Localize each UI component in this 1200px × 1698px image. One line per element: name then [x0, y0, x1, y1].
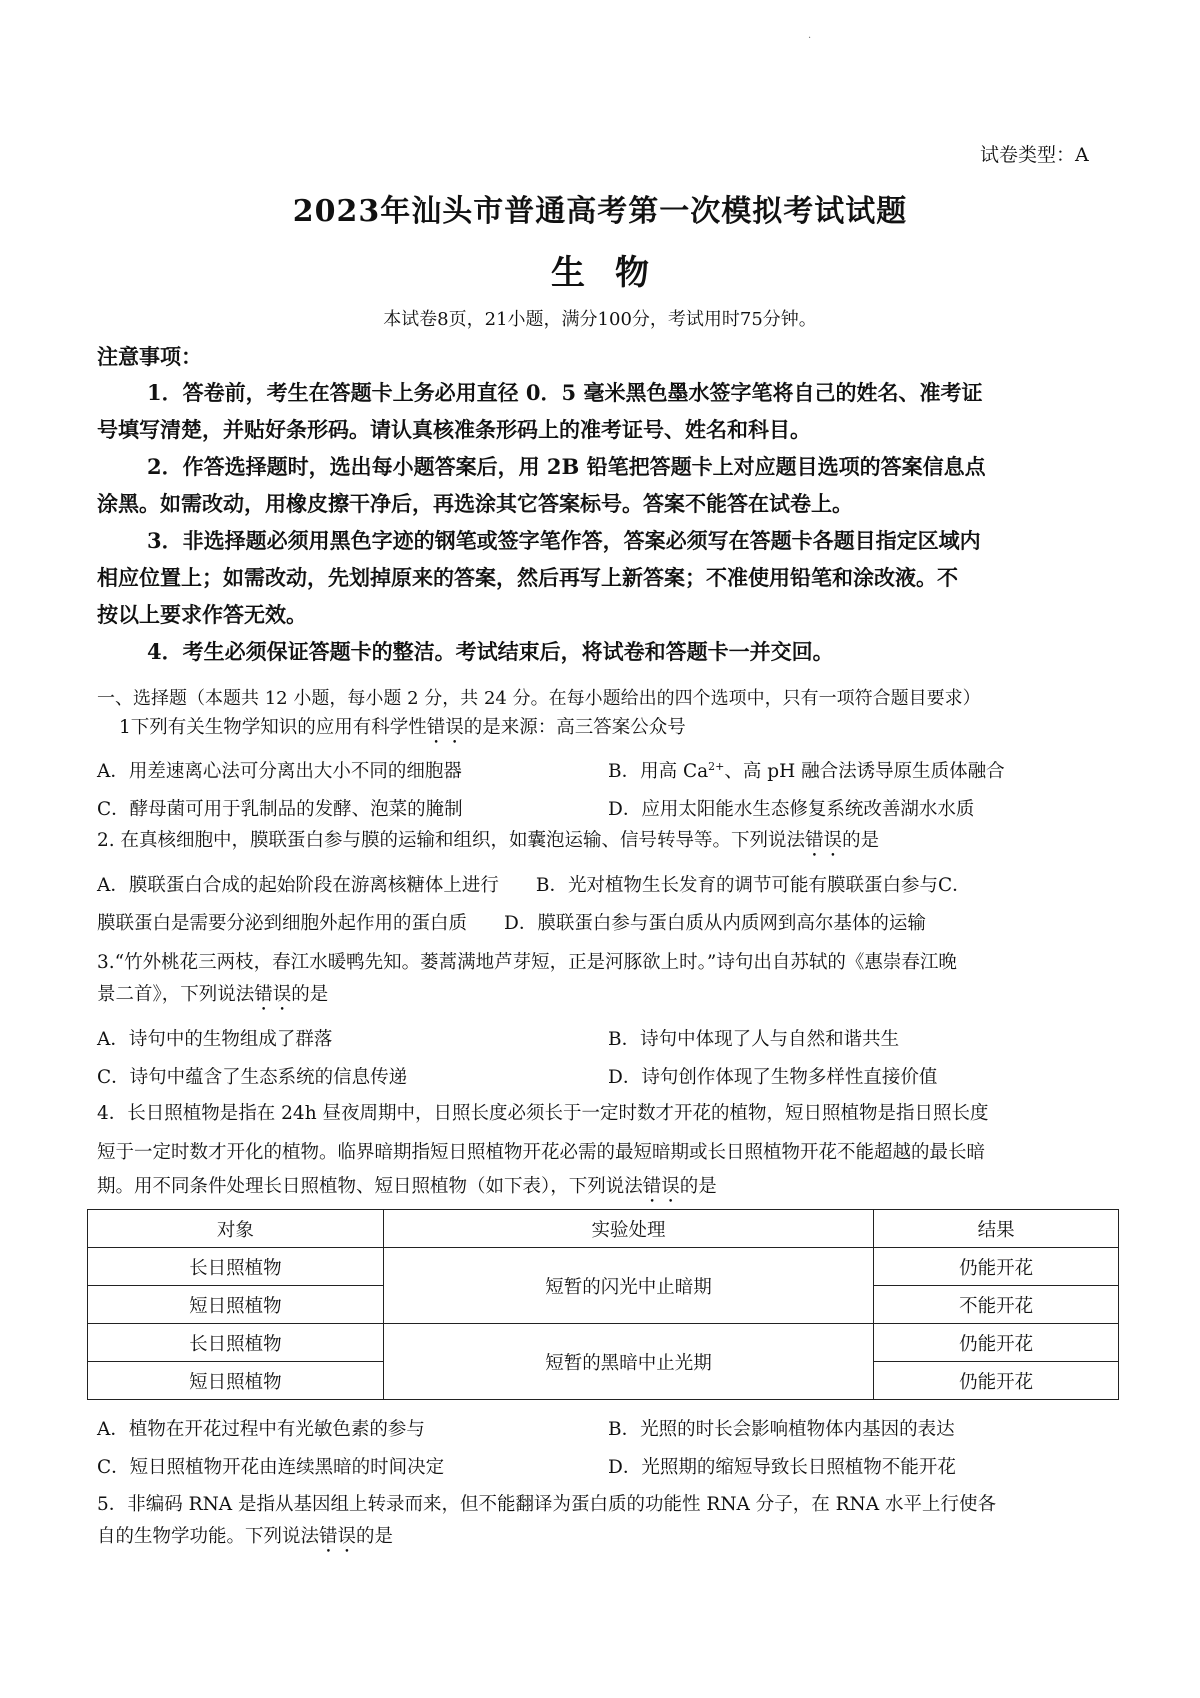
q5-stem-emphasis: 错误	[319, 1526, 357, 1547]
q3-option-c: C．诗句中蕴含了生态系统的信息传递	[97, 1067, 408, 1088]
page-title: 2023年汕头市普通高考第一次模拟考试试题	[292, 194, 908, 229]
table-cell-treatment: 短暂的闪光中止暗期	[383, 1248, 874, 1324]
q1-option-a: A．用差速离心法可分离出大小不同的细胞器	[97, 761, 462, 782]
table-row	[88, 1248, 1119, 1286]
table-cell-result: 仍能开花	[874, 1362, 1119, 1400]
table-cell-object: 长日照植物	[88, 1248, 384, 1286]
q5-stem-line1: 5．非编码 RNA 是指从基因组上转录而来，但不能翻译为蛋白质的功能性 RNA 分子，在 RNA 水平上行使各	[97, 1494, 996, 1515]
q1-stem-emphasis: 错误	[426, 717, 464, 738]
table-header-row	[88, 1210, 1119, 1248]
q5-stem-text-b: 的是	[356, 1526, 394, 1547]
section-heading: 一、选择题（本题共 12 小题，每小题 2 分，共 24 分。在每小题给出的四个选项中，只有一项符合题目要求）	[97, 688, 981, 709]
scan-mark: ·	[808, 33, 812, 44]
q1-option-b	[608, 757, 1005, 783]
q1-option-c: C．酵母菌可用于乳制品的发酵、泡菜的腌制	[97, 799, 463, 820]
notes-heading: 注意事项：	[97, 344, 202, 369]
table-cell-result: 不能开花	[874, 1286, 1119, 1324]
q2-options-line2: 膜联蛋白是需要分泌到细胞外起作用的蛋白质 D．膜联蛋白参与蛋白质从内质网到高尔基体的运输	[97, 913, 926, 934]
q3-option-b: B．诗句中体现了人与自然和谐共生	[608, 1029, 900, 1050]
q1-stem-text-a: 1下列有关生物学知识的应用有科学性	[119, 717, 427, 738]
q5-stem-line2	[97, 1522, 393, 1557]
q1-stem	[119, 713, 686, 748]
note-3-line2: 相应位置上；如需改动，先划掉原来的答案，然后再写上新答案；不准使用铅笔和涂改液。不	[97, 565, 958, 590]
q2-options-line1: A．膜联蛋白合成的起始阶段在游离核糖体上进行 B．光对植物生长发育的调节可能有膜联蛋白参与C．	[97, 875, 971, 896]
table-header-treatment: 实验处理	[383, 1210, 874, 1248]
table-cell-object: 短日照植物	[88, 1286, 384, 1324]
experiment-table	[87, 1209, 1119, 1400]
note-3-line3: 按以上要求作答无效。	[97, 602, 307, 627]
q4-option-c: C．短日照植物开花由连续黑暗的时间决定	[97, 1457, 445, 1478]
note-1-line1: 1．答卷前，考生在答题卡上务必用直径 0．5 毫米黑色墨水签字笔将自己的姓名、准考证	[147, 380, 983, 405]
q3-option-d: D．诗句创作体现了生物多样性直接价值	[608, 1067, 938, 1088]
q3-stem-emphasis: 错误	[254, 984, 292, 1005]
exam-info: 本试卷8页，21小题，满分100分，考试用时75分钟。	[383, 309, 817, 330]
paper-type: 试卷类型：A	[980, 144, 1089, 166]
q1-option-b-text-end: 、高 pH 融合法诱导原生质体融合	[724, 761, 1005, 782]
q4-option-b: B．光照的时长会影响植物体内基因的表达	[608, 1419, 955, 1440]
q4-stem-emphasis: 错误	[642, 1176, 680, 1197]
note-2-line1: 2．作答选择题时，选出每小题答案后，用 2B 铅笔把答题卡上对应题目选项的答案信息点	[147, 454, 986, 479]
q2-stem-text-b: 的是	[842, 830, 880, 851]
q4-option-d: D．光照期的缩短导致长日照植物不能开花	[608, 1457, 956, 1478]
q3-option-a: A．诗句中的生物组成了群落	[97, 1029, 333, 1050]
table-cell-result: 仍能开花	[874, 1248, 1119, 1286]
table-cell-treatment: 短暂的黑暗中止光期	[383, 1324, 874, 1400]
q4-stem-text-a: 期。用不同条件处理长日照植物、短日照植物（如下表），下列说法	[97, 1176, 643, 1197]
q1-option-d: D．应用太阳能水生态修复系统改善湖水水质	[608, 799, 975, 820]
q3-stem-text-a: 景二首》，下列说法	[97, 984, 255, 1005]
q4-stem-line2: 短于一定时数才开化的植物。临界暗期指短日照植物开花必需的最短暗期或长日照植物开花不能超越的最长暗	[97, 1142, 986, 1163]
q5-stem-text-a: 自的生物学功能。下列说法	[97, 1526, 320, 1547]
table-cell-object: 长日照植物	[88, 1324, 384, 1362]
note-4-line1: 4．考生必须保证答题卡的整洁。考试结束后，将试卷和答题卡一并交回。	[147, 639, 834, 664]
table-header-result: 结果	[874, 1210, 1119, 1248]
q2-stem-emphasis: 错误	[805, 830, 843, 851]
q4-stem-text-b: 的是	[679, 1176, 717, 1197]
table-row	[88, 1324, 1119, 1362]
table-header-object: 对象	[88, 1210, 384, 1248]
table-cell-object: 短日照植物	[88, 1362, 384, 1400]
subject-title: 生物	[551, 253, 679, 293]
q2-stem-text-a: 2. 在真核细胞中，膜联蛋白参与膜的运输和组织，如囊泡运输、信号转导等。下列说法	[97, 830, 806, 851]
q1-option-b-text: B．用高 Ca	[608, 761, 709, 782]
q2-stem	[97, 826, 879, 861]
q3-stem-text-b: 的是	[291, 984, 329, 1005]
q1-option-b-superscript: 2+	[708, 759, 725, 773]
q3-stem-line1: 3.“竹外桃花三两枝，春江水暖鸭先知。蒌蒿满地芦芽短，正是河豚欲上时。”诗句出自苏轼的《惠崇春江晚	[97, 952, 957, 973]
note-3-line1: 3．非选择题必须用黑色字迹的钢笔或签字笔作答，答案必须写在答题卡各题目指定区域内	[147, 528, 981, 553]
q4-option-a: A．植物在开花过程中有光敏色素的参与	[97, 1419, 425, 1440]
table-cell-result: 仍能开花	[874, 1324, 1119, 1362]
q4-stem-line3	[97, 1172, 717, 1207]
q3-stem-line2	[97, 980, 328, 1015]
note-1-line2: 号填写清楚，并贴好条形码。请认真核准条形码上的准考证号、姓名和科目。	[97, 417, 811, 442]
q1-stem-text-b: 的是来源：高三答案公众号	[463, 717, 686, 738]
q4-stem-line1: 4．长日照植物是指在 24h 昼夜周期中，日照长度必须长于一定时数才开花的植物，短日照植物是指日照长度	[97, 1103, 989, 1124]
note-2-line2: 涂黑。如需改动，用橡皮擦干净后，再选涂其它答案标号。答案不能答在试卷上。	[97, 491, 853, 516]
